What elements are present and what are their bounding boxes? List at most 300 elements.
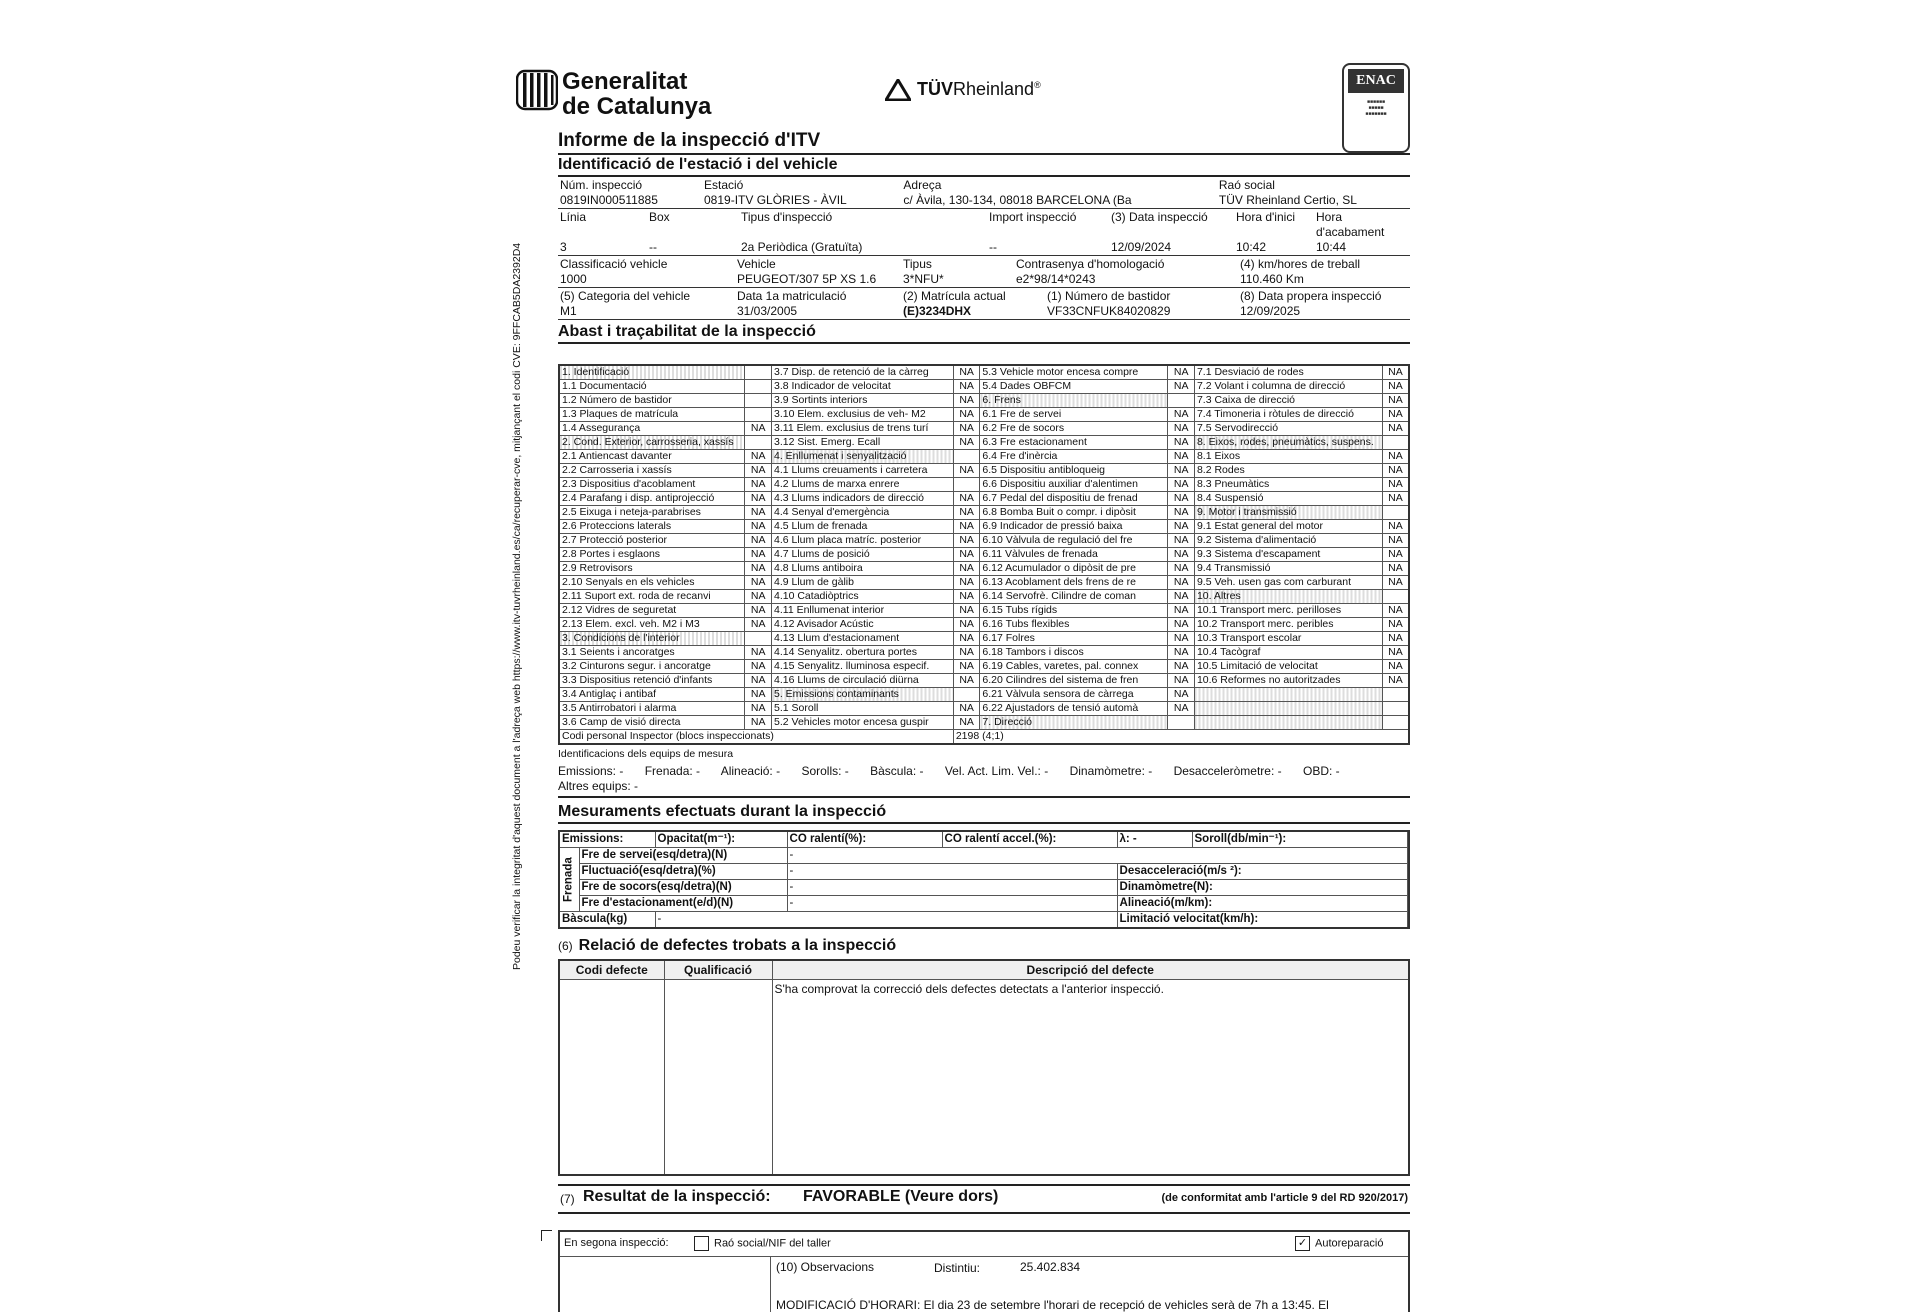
address: c/ Àvila, 130-134, 08018 BARCELONA (Ba xyxy=(901,193,1216,209)
next-inspection-date: 12/09/2025 xyxy=(1238,304,1410,320)
scope-item: 2.4 Parafang i disp. antiprojecció xyxy=(559,492,745,506)
workshop-option xyxy=(694,1236,831,1251)
scope-item: 8.1 Eixos xyxy=(1194,450,1382,464)
scope-status: NA xyxy=(745,618,772,632)
result-conformity: (de conformitat amb l'article 9 del RD 920/2017) xyxy=(1161,1192,1408,1204)
scope-status: NA xyxy=(953,436,980,450)
scope-status: NA xyxy=(953,660,980,674)
scope-status: NA xyxy=(1382,520,1409,534)
scope-item: 2.6 Proteccions laterals xyxy=(559,520,745,534)
scope-item: 2.11 Suport ext. roda de recanvi xyxy=(559,590,745,604)
scope-item: 6.7 Pedal del dispositiu de frenad xyxy=(980,492,1168,506)
scope-row xyxy=(559,408,1409,422)
scope-status: NA xyxy=(1382,394,1409,408)
scope-row xyxy=(559,702,1409,716)
scope-row xyxy=(559,534,1409,548)
scope-item: 6.17 Folres xyxy=(980,632,1168,646)
scope-item: 4.6 Llum placa matríc. posterior xyxy=(772,534,954,548)
scope-status: NA xyxy=(953,534,980,548)
field-label: (1) Número de bastidor xyxy=(1047,289,1171,303)
scope-item: 3.7 Disp. de retenció de la càrreg xyxy=(772,365,954,380)
enac-label: ENAC xyxy=(1348,69,1404,93)
scope-item: 3.11 Elem. exclusius de trens turí xyxy=(772,422,954,436)
scope-item: 9.3 Sistema d'escapament xyxy=(1194,548,1382,562)
equipment-item: Frenada: - xyxy=(644,764,701,778)
scope-status xyxy=(745,436,772,450)
inspector-code-label: Codi personal Inspector (blocs inspeccionats) xyxy=(559,730,953,745)
opacity-label: Opacitat(m⁻¹): xyxy=(655,831,787,848)
alignment-value xyxy=(1407,896,1409,912)
equipment-item: Alineació: - xyxy=(720,764,781,778)
scope-row xyxy=(559,688,1409,702)
scope-status: NA xyxy=(953,408,980,422)
tuv-logo xyxy=(885,79,1041,101)
scope-status: NA xyxy=(953,646,980,660)
workshop-checkbox[interactable] xyxy=(694,1236,709,1251)
homologation-code: e2*98/14*0243 xyxy=(1014,272,1238,288)
scope-item: 8.4 Suspensió xyxy=(1194,492,1382,506)
scope-status: NA xyxy=(953,422,980,436)
equipment-title: Identificacions dels equips de mesura xyxy=(558,748,734,760)
field-label: Contrasenya d'homologació xyxy=(1016,257,1165,271)
scope-row xyxy=(559,380,1409,394)
scope-status: NA xyxy=(1168,590,1195,604)
equipment-item: Sorolls: - xyxy=(801,764,849,778)
scope-status xyxy=(745,380,772,394)
field-label: Hora d'inici xyxy=(1236,210,1295,224)
equipment-item: Altres equips: - xyxy=(558,779,639,793)
scope-status: NA xyxy=(745,422,772,436)
scope-item: 7.1 Desviació de rodes xyxy=(1194,365,1382,380)
scope-item: 4.13 Llum d'estacionament xyxy=(772,632,954,646)
scope-item: 4.9 Llum de gàlib xyxy=(772,576,954,590)
scope-row xyxy=(559,422,1409,436)
vehicle-classification: 1000 xyxy=(558,272,735,288)
section-scope: Abast i traçabilitat de la inspecció xyxy=(558,322,1410,344)
scope-item: 4.14 Senyalitz. obertura portes xyxy=(772,646,954,660)
parking-brake-value: - xyxy=(787,896,1117,912)
scope-item: 3.12 Sist. Emerg. Ecall xyxy=(772,436,954,450)
scope-status: NA xyxy=(745,674,772,688)
scope-status: NA xyxy=(1168,702,1195,716)
scope-item: 9.5 Veh. usen gas com carburant xyxy=(1194,576,1382,590)
scope-row xyxy=(559,618,1409,632)
scope-item: 3.3 Dispositius retenció d'infants xyxy=(559,674,745,688)
scope-status: NA xyxy=(953,702,980,716)
scope-status: NA xyxy=(745,450,772,464)
scope-status xyxy=(745,394,772,408)
gen-line-1: Generalitat xyxy=(562,68,688,95)
scope-item: 6.12 Acumulador o dipòsit de pre xyxy=(980,562,1168,576)
defects-table xyxy=(558,959,1410,1176)
scope-status: NA xyxy=(1168,674,1195,688)
scope-status: NA xyxy=(953,632,980,646)
scope-status: NA xyxy=(1382,450,1409,464)
field-label: Núm. inspecció xyxy=(560,178,643,192)
scope-status: NA xyxy=(953,464,980,478)
scope-row xyxy=(559,478,1409,492)
section-defects xyxy=(558,937,1410,955)
scope-status: NA xyxy=(745,534,772,548)
inspection-amount: -- xyxy=(987,240,1109,256)
scope-row xyxy=(559,646,1409,660)
scope-item: 4.8 Llums antiboira xyxy=(772,562,954,576)
vehicle-category: M1 xyxy=(558,304,735,320)
scope-item: 4.10 Catadiòptrics xyxy=(772,590,954,604)
scope-item: 5.3 Vehicle motor encesa compre xyxy=(980,365,1168,380)
scope-status: NA xyxy=(745,604,772,618)
scope-status: NA xyxy=(1168,478,1195,492)
scope-item: 4.1 Llums creuaments i carretera xyxy=(772,464,954,478)
scope-status xyxy=(1168,394,1195,408)
scope-item: 6.1 Fre de servei xyxy=(980,408,1168,422)
scope-item: 2.3 Dispositius d'acoblament xyxy=(559,478,745,492)
section-measurements: Mesuraments efectuats durant la inspecció xyxy=(558,802,1410,824)
deceleration-value xyxy=(1407,864,1409,880)
co-accel-label: CO ralentí accel.(%): xyxy=(942,831,1117,848)
badge-value: 25.402.834 xyxy=(1020,1260,1081,1274)
scope-status xyxy=(1382,688,1409,702)
scope-status: NA xyxy=(953,380,980,394)
equipment-item: Vel. Act. Lim. Vel.: - xyxy=(944,764,1049,778)
scope-status: NA xyxy=(1168,422,1195,436)
second-inspection-box xyxy=(558,1230,1410,1312)
scope-item: 3.2 Cinturons segur. i ancoratge xyxy=(559,660,745,674)
scope-status: NA xyxy=(1382,422,1409,436)
scope-status: NA xyxy=(953,604,980,618)
observations-label: (10) Observacions xyxy=(776,1260,875,1274)
scope-status xyxy=(745,632,772,646)
scope-item: 6.11 Vàlvules de frenada xyxy=(980,548,1168,562)
equipment-item: Emissions: - xyxy=(558,764,624,778)
scope-item: 4. Enllumenat i senyalització xyxy=(772,450,954,464)
equipment-item: Dinamòmetre: - xyxy=(1069,764,1153,778)
scope-status: NA xyxy=(1382,408,1409,422)
scope-item: 6.3 Fre estacionament xyxy=(980,436,1168,450)
scope-item: 1.4 Assegurança xyxy=(559,422,745,436)
schedule-notice: MODIFICACIÓ D'HORARI: El dia 23 de setembre l'horari de recepció de vehicles serà de 7h a 13:45. El xyxy=(776,1298,1329,1312)
fluctuation-value: - xyxy=(787,864,1117,880)
scope-row xyxy=(559,674,1409,688)
field-label: (5) Categoria del vehicle xyxy=(560,289,691,303)
scope-item: 6.22 Ajustadors de tensió automà xyxy=(980,702,1168,716)
second-inspection-row xyxy=(560,1232,1408,1257)
scope-item: 10.3 Transport escolar xyxy=(1194,632,1382,646)
scope-status xyxy=(1382,716,1409,730)
scope-item: 7.5 Servodirecció xyxy=(1194,422,1382,436)
scope-status: NA xyxy=(953,492,980,506)
enac-small-text: ■■■■■■ ■■■■■ ■■■■■■■ xyxy=(1365,99,1387,117)
emergency-brake-label: Fre de socors(esq/detra)(N) xyxy=(579,880,787,896)
inspection-result xyxy=(558,1184,1410,1214)
scope-item: 4.2 Llums de marxa enrere xyxy=(772,478,954,492)
scope-status: NA xyxy=(953,365,980,380)
braking-label: Frenada xyxy=(559,848,579,912)
scope-row xyxy=(559,450,1409,464)
scope-item: 6.6 Dispositiu auxiliar d'alentimen xyxy=(980,478,1168,492)
scope-status: NA xyxy=(1382,646,1409,660)
scale-value: - xyxy=(655,912,1117,929)
inspection-number: 0819IN000511885 xyxy=(558,193,702,209)
scope-item: 4.5 Llum de frenada xyxy=(772,520,954,534)
scope-status: NA xyxy=(1382,478,1409,492)
scope-row xyxy=(559,660,1409,674)
scope-item: 6.20 Cilindres del sistema de fren xyxy=(980,674,1168,688)
scope-status xyxy=(953,478,980,492)
scope-status: NA xyxy=(1382,674,1409,688)
scope-item: 2.1 Antiencast davanter xyxy=(559,450,745,464)
scope-status: NA xyxy=(745,520,772,534)
tuv-light: Rheinland xyxy=(953,79,1035,99)
scope-item: 2.9 Retrovisors xyxy=(559,562,745,576)
scope-status: NA xyxy=(1382,534,1409,548)
section-identification: Identificació de l'estació i del vehicle xyxy=(558,155,1410,177)
scope-item: 6.13 Acoblament dels frens de re xyxy=(980,576,1168,590)
scope-item: 10.4 Tacògraf xyxy=(1194,646,1382,660)
inspector-code: 2198 (4;1) xyxy=(953,730,1409,745)
scope-item: 5. Emissions contaminants xyxy=(772,688,954,702)
scope-status: NA xyxy=(1168,534,1195,548)
scope-item: 6. Frens xyxy=(980,394,1168,408)
scope-status xyxy=(1382,590,1409,604)
scope-item: 4.4 Senyal d'emergència xyxy=(772,506,954,520)
scope-item: 3.4 Antiglaç i antibaf xyxy=(559,688,745,702)
report-header xyxy=(510,45,1410,130)
line-value: 3 xyxy=(558,240,647,256)
scope-status: NA xyxy=(1382,604,1409,618)
equipment-item: Bàscula: - xyxy=(870,764,924,778)
scope-item: 1. Identificació xyxy=(559,365,745,380)
scope-item: 8. Eixos, rodes, pneumàtics, suspens. xyxy=(1194,436,1382,450)
scope-item: 9. Motor i transmissió xyxy=(1194,506,1382,520)
scope-row xyxy=(559,394,1409,408)
service-brake-label: Fre de servei(esq/detra)(N) xyxy=(579,848,787,864)
verification-side-note xyxy=(511,170,531,970)
noise-label: Soroll(db/min⁻¹): xyxy=(1192,831,1407,848)
scope-item: 6.18 Tambors i discos xyxy=(980,646,1168,660)
identification-table xyxy=(558,177,1410,209)
chassis-number: VF33CNFUK84020829 xyxy=(1045,304,1238,320)
scope-item: 10.5 Limitació de velocitat xyxy=(1194,660,1382,674)
scope-item: 5.1 Soroll xyxy=(772,702,954,716)
scope-item: 3.9 Sortints interiors xyxy=(772,394,954,408)
scope-status: NA xyxy=(1168,688,1195,702)
scope-status: NA xyxy=(745,576,772,590)
scope-row xyxy=(559,548,1409,562)
tuv-bold: TÜV xyxy=(917,79,953,99)
scope-item: 2.7 Protecció posterior xyxy=(559,534,745,548)
scope-status: NA xyxy=(1168,450,1195,464)
scope-status: NA xyxy=(1168,365,1195,380)
scope-status: NA xyxy=(745,590,772,604)
tuv-triangle-icon xyxy=(885,79,911,101)
scope-item: 6.14 Servofrè. Cilindre de coman xyxy=(980,590,1168,604)
scope-status: NA xyxy=(1382,618,1409,632)
scope-item: 4.16 Llums de circulació diürna xyxy=(772,674,954,688)
scope-status: NA xyxy=(1168,380,1195,394)
field-label: Tipus d'inspecció xyxy=(741,210,833,224)
scope-item: 6.16 Tubs flexibles xyxy=(980,618,1168,632)
scope-item: 9.4 Transmissió xyxy=(1194,562,1382,576)
self-repair-label: Autoreparació xyxy=(1315,1237,1384,1250)
dynamometer-value xyxy=(1407,880,1409,896)
station: 0819-ITV GLÒRIES - ÀVIL xyxy=(702,193,901,209)
verification-text: Podeu verificar la integritat d'aquest document a l'adreça web https://www.itv-tuvrheinland.es/ca/recuperar-cve, mitjançant el codi CVE: 9FFCAB5DA2392D4 xyxy=(511,242,523,970)
qualification-header: Qualificació xyxy=(664,960,772,980)
end-time: 10:44 xyxy=(1314,240,1410,256)
field-label: Hora d'acabament xyxy=(1316,210,1385,239)
scale-label: Bàscula(kg) xyxy=(559,912,655,929)
scope-item: 1.1 Documentació xyxy=(559,380,745,394)
tuv-reg: ® xyxy=(1034,80,1041,90)
equipment-item: OBD: - xyxy=(1302,764,1340,778)
scope-item: 7.3 Caixa de direcció xyxy=(1194,394,1382,408)
scope-row xyxy=(559,492,1409,506)
scope-status: NA xyxy=(953,394,980,408)
scope-status: NA xyxy=(1382,562,1409,576)
scope-item: 2.8 Portes i esglaons xyxy=(559,548,745,562)
scope-status: NA xyxy=(1168,436,1195,450)
report-title: Informe de la inspecció d'ITV xyxy=(558,130,1410,155)
inspection-type: 2a Periòdica (Gratuïta) xyxy=(739,240,987,256)
vehicle-type: 3*NFU* xyxy=(901,272,1014,288)
scope-status: NA xyxy=(1168,506,1195,520)
scope-status: NA xyxy=(953,590,980,604)
scope-status: NA xyxy=(745,492,772,506)
scope-status: NA xyxy=(953,674,980,688)
box-value: -- xyxy=(647,240,739,256)
scope-item: 8.3 Pneumàtics xyxy=(1194,478,1382,492)
scope-row xyxy=(559,632,1409,646)
service-brake-value: - xyxy=(787,848,1407,864)
scope-status: NA xyxy=(745,464,772,478)
fluctuation-label: Fluctuació(esq/detra)(%) xyxy=(579,864,787,880)
scope-item: 1.3 Plaques de matrícula xyxy=(559,408,745,422)
generalitat-logo xyxy=(516,67,558,111)
scope-item: 6.9 Indicador de pressió baixa xyxy=(980,520,1168,534)
scope-status: NA xyxy=(1168,408,1195,422)
vehicle-model: PEUGEOT/307 5P XS 1.6 xyxy=(735,272,901,288)
scope-item: 4.3 Llums indicadors de direcció xyxy=(772,492,954,506)
field-label: Estació xyxy=(704,178,744,192)
scope-item: 2.2 Carrosseria i xassís xyxy=(559,464,745,478)
self-repair-option xyxy=(1295,1236,1384,1251)
scope-status: NA xyxy=(953,576,980,590)
field-label: Raó social xyxy=(1218,178,1275,192)
emergency-brake-value: - xyxy=(787,880,1117,896)
license-plate: (E)3234DHX xyxy=(901,304,1045,320)
field-label: (3) Data inspecció xyxy=(1111,210,1208,224)
scope-status: NA xyxy=(1168,562,1195,576)
workshop-label: Raó social/NIF del taller xyxy=(714,1237,831,1250)
scope-status: NA xyxy=(745,646,772,660)
scope-status: NA xyxy=(953,520,980,534)
scope-status xyxy=(1382,506,1409,520)
emissions-label: Emissions: xyxy=(559,831,655,848)
scope-row xyxy=(559,464,1409,478)
self-repair-checkbox[interactable]: ✓ xyxy=(1295,1236,1310,1251)
scope-item: 6.5 Dispositiu antibloqueig xyxy=(980,464,1168,478)
deceleration-label: Desacceleració(m/s ²): xyxy=(1117,864,1407,880)
gen-line-2: de Catalunya xyxy=(562,93,712,120)
scope-item: 6.4 Fre d'inèrcia xyxy=(980,450,1168,464)
identification-table-3 xyxy=(558,256,1410,288)
scope-status: NA xyxy=(1168,632,1195,646)
scope-item: 4.7 Llums de posició xyxy=(772,548,954,562)
scope-item: 2.13 Elem. excl. veh. M2 i M3 xyxy=(559,618,745,632)
scope-row xyxy=(559,520,1409,534)
scope-item: 6.2 Fre de socors xyxy=(980,422,1168,436)
company-name: TÜV Rheinland Certio, SL xyxy=(1217,193,1410,209)
scope-item: 1.2 Número de bastidor xyxy=(559,394,745,408)
defect-code-header: Codi defecte xyxy=(559,960,664,980)
field-label: (4) km/hores de treball xyxy=(1240,257,1361,271)
scope-row xyxy=(559,576,1409,590)
scope-row xyxy=(559,506,1409,520)
scope-status xyxy=(745,408,772,422)
scope-item xyxy=(1194,702,1382,716)
scope-item: 10.2 Transport merc. peribles xyxy=(1194,618,1382,632)
field-label: Box xyxy=(649,210,670,224)
scope-item xyxy=(1194,688,1382,702)
scope-status: NA xyxy=(953,548,980,562)
scope-item: 10. Altres xyxy=(1194,590,1382,604)
scope-status: NA xyxy=(1168,548,1195,562)
scope-item: 10.6 Reformes no autoritzades xyxy=(1194,674,1382,688)
description-header: Descripció del defecte xyxy=(772,960,1409,980)
scope-status: NA xyxy=(1382,576,1409,590)
qualification-cell xyxy=(664,980,772,1176)
defect-description: S'ha comprovat la correcció dels defectes detectats a l'anterior inspecció. xyxy=(772,980,1409,1176)
scope-item: 2.12 Vidres de seguretat xyxy=(559,604,745,618)
corner-mark xyxy=(541,1230,552,1241)
field-label: Línia xyxy=(560,210,587,224)
scope-item: 3.5 Antirrobatori i alarma xyxy=(559,702,745,716)
scope-item: 2.5 Eixuga i neteja-parabrises xyxy=(559,506,745,520)
scope-item: 7.2 Volant i columna de direcció xyxy=(1194,380,1382,394)
scope-item: 4.12 Avisador Acústic xyxy=(772,618,954,632)
scope-status xyxy=(1168,716,1195,730)
scope-status xyxy=(1382,702,1409,716)
scope-status: NA xyxy=(1382,632,1409,646)
scope-item: 5.4 Dades OBFCM xyxy=(980,380,1168,394)
scope-item: 6.10 Vàlvula de regulació del fre xyxy=(980,534,1168,548)
scope-item: 6.8 Bomba Buit o compr. i dipòsit xyxy=(980,506,1168,520)
scope-item: 9.1 Estat general del motor xyxy=(1194,520,1382,534)
scope-status: NA xyxy=(1168,618,1195,632)
equipment-item: Desacceleròmetre: - xyxy=(1173,764,1282,778)
scope-status: NA xyxy=(1382,365,1409,380)
scope-status: NA xyxy=(1168,660,1195,674)
scope-item: 6.15 Tubs rígids xyxy=(980,604,1168,618)
field-label: Tipus xyxy=(903,257,932,271)
first-registration-date: 31/03/2005 xyxy=(735,304,901,320)
equipment-list xyxy=(558,764,1410,798)
co-idle-label: CO ralentí(%): xyxy=(787,831,942,848)
scope-item: 2. Cond. Exterior, carrosseria, xassís xyxy=(559,436,745,450)
report-content xyxy=(558,130,1410,1312)
result-label: Resultat de la inspecció: xyxy=(583,1188,771,1205)
field-label: Import inspecció xyxy=(989,210,1077,224)
scope-row xyxy=(559,716,1409,730)
scope-status xyxy=(953,450,980,464)
identification-table-4 xyxy=(558,288,1410,320)
scope-row xyxy=(559,562,1409,576)
scope-status: NA xyxy=(1168,646,1195,660)
inspection-date: 12/09/2024 xyxy=(1109,240,1234,256)
generalitat-name xyxy=(562,69,711,119)
scope-status: NA xyxy=(1168,464,1195,478)
